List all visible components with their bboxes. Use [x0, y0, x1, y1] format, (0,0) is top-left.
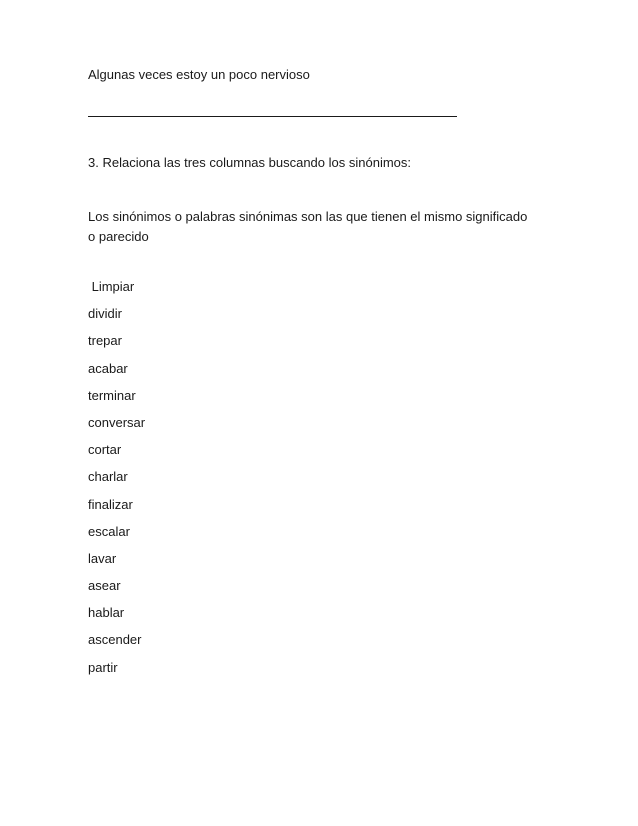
answer-blank-line — [88, 116, 457, 117]
list-item: escalar — [88, 523, 130, 539]
list-item: Limpiar — [88, 279, 135, 294]
list-item: hablar — [88, 605, 125, 621]
list-item: conversar — [88, 414, 146, 430]
list-item: asear — [88, 578, 121, 594]
list-item: ascender — [88, 632, 142, 648]
list-item: terminar — [88, 387, 136, 403]
list-item: partir — [88, 659, 118, 675]
list-item: acabar — [88, 360, 128, 376]
list-item: finalizar — [88, 496, 133, 512]
example-sentence: Algunas veces estoy un poco nervioso — [88, 67, 310, 82]
list-item: charlar — [88, 469, 128, 485]
list-item: trepar — [88, 333, 122, 349]
list-item: dividir — [88, 306, 122, 322]
list-item: lavar — [88, 550, 117, 566]
exercise-heading: 3. Relaciona las tres columnas buscando los sinónimos: — [88, 155, 412, 170]
word-list — [88, 279, 145, 687]
list-item: cortar — [88, 442, 122, 458]
synonym-definition: Los sinónimos o palabras sinónimas son las que tienen el mismo significado o parecido — [88, 209, 528, 244]
